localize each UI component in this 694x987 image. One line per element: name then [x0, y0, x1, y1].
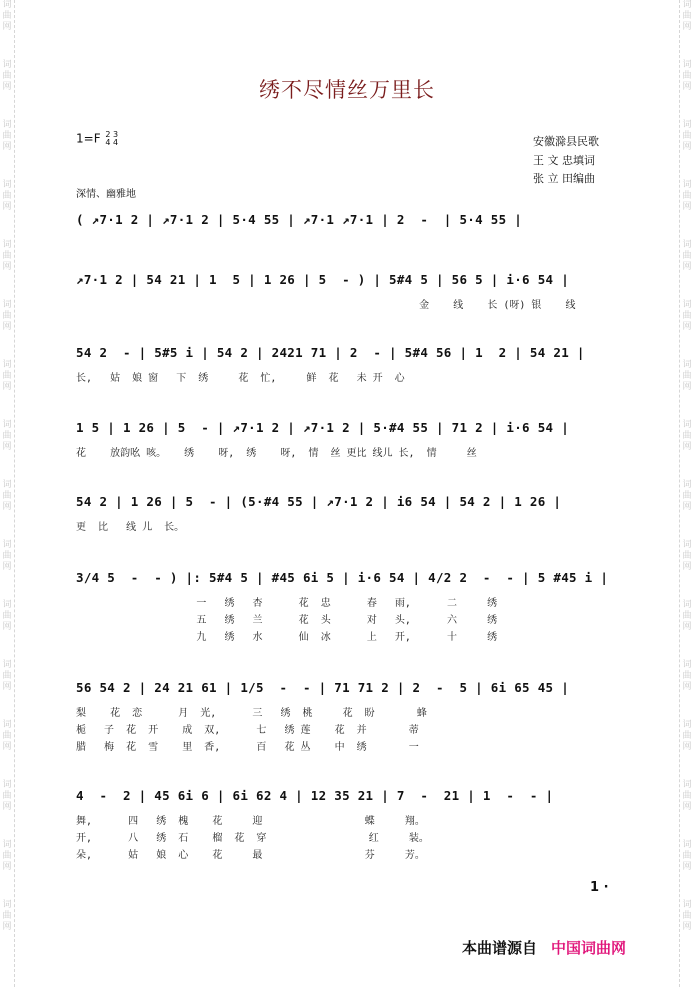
score-line: 1 5 | 1 26 | 5 - | ↗7·1 2 | ↗7·1 2 | 5·#4 55 | 71 2 | i·6 54 |: [76, 420, 570, 435]
credit-origin: 安徽滁县民歌: [533, 135, 599, 148]
meter-bottom: 4 4: [105, 138, 119, 147]
watermark-glyph: 词 曲 网: [682, 600, 692, 632]
watermark-glyph: 词 曲 网: [682, 240, 692, 272]
key-prefix: 1=F: [76, 131, 101, 146]
score-line: ↗7·1 2 | 54 21 | 1 5 | 1 26 | 5 - ) | 5#4 5 | 56 5 | i·6 54 |: [76, 272, 570, 287]
watermark-glyph: 词 曲 网: [682, 0, 692, 32]
score-line: ( ↗7·1 2 | ↗7·1 2 | 5·4 55 | ↗7·1 ↗7·1 | 2 - | 5·4 55 |: [76, 212, 523, 227]
watermark-glyph: 词 曲 网: [2, 840, 12, 872]
watermark-glyph: 词 曲 网: [2, 360, 12, 392]
song-title: 绣不尽情丝万里长: [259, 78, 435, 102]
lyric-line: 五 绣 兰 花 头 对 头, 六 绣: [76, 615, 498, 626]
lyric-line: 朵, 姑 娘 心 花 最 芬 芳。: [76, 850, 425, 861]
watermark-glyph: 词 曲 网: [682, 720, 692, 752]
key-signature: [76, 131, 118, 147]
lyric-line: 一 绣 杏 花 忠 春 雨, 二 绣: [76, 598, 498, 609]
watermark-glyph: 词 曲 网: [2, 900, 12, 932]
watermark-glyph: 词 曲 网: [2, 0, 12, 32]
score-line: 56 54 2 | 24 21 61 | 1/5 - - | 71 71 2 | 2 - 5 | 6i 65 45 |: [76, 680, 570, 695]
watermark-left: [0, 0, 15, 987]
lyric-line: 花 放韵吆 咳。 绣 呀, 绣 呀, 情 丝 更比 线儿 长, 情 丝: [76, 448, 477, 459]
watermark-glyph: 词 曲 网: [2, 660, 12, 692]
lyric-line: 舞, 四 绣 槐 花 迎 蝶 翔。: [76, 816, 425, 827]
watermark-glyph: 词 曲 网: [682, 360, 692, 392]
watermark-right: [679, 0, 694, 987]
lyric-line: 长, 姑 娘 窗 下 绣 花 忙, 鲜 花 未 开 心: [76, 373, 405, 384]
lyric-line: 开, 八 绣 石 榴 花 穿 红 装。: [76, 833, 429, 844]
lyric-line: 更 比 线 儿 长。: [76, 522, 185, 533]
watermark-glyph: 词 曲 网: [2, 780, 12, 812]
page-number: 1 ·: [590, 880, 609, 895]
watermark-glyph: 词 曲 网: [682, 300, 692, 332]
watermark-glyph: 词 曲 网: [2, 420, 12, 452]
credit-arranger: 张 立 田编曲: [533, 172, 595, 185]
watermark-glyph: 词 曲 网: [2, 180, 12, 212]
watermark-glyph: 词 曲 网: [2, 720, 12, 752]
source-brand[interactable]: 中国词曲网: [551, 939, 627, 957]
tempo-marking: 深情、幽雅地: [76, 189, 136, 200]
watermark-glyph: 词 曲 网: [2, 300, 12, 332]
meter-top: 2 3: [105, 130, 119, 139]
score-line: 3/4 5 - - ) |: 5#4 5 | #45 6i 5 | i·6 54 | 4/2 2 - - | 5 #45 i |: [76, 570, 609, 585]
lyric-line: 金 线 长 (呀) 银 线: [76, 300, 576, 311]
score-line: 54 2 | 1 26 | 5 - | (5·#4 55 | ↗7·1 2 | i6 54 | 54 2 | 1 26 |: [76, 494, 562, 509]
watermark-glyph: 词 曲 网: [682, 540, 692, 572]
meter-fraction: [105, 131, 118, 147]
score-line: 4 - 2 | 45 6i 6 | 6i 62 4 | 12 35 21 | 7 - 21 | 1 - - |: [76, 788, 554, 803]
watermark-glyph: 词 曲 网: [2, 240, 12, 272]
watermark-glyph: 词 曲 网: [682, 780, 692, 812]
watermark-glyph: 词 曲 网: [682, 660, 692, 692]
credit-lyricist: 王 文 忠填词: [533, 154, 595, 167]
watermark-glyph: 词 曲 网: [682, 900, 692, 932]
watermark-glyph: 词 曲 网: [682, 120, 692, 152]
watermark-glyph: 词 曲 网: [2, 540, 12, 572]
watermark-glyph: 词 曲 网: [2, 60, 12, 92]
watermark-glyph: 词 曲 网: [682, 480, 692, 512]
watermark-glyph: 词 曲 网: [682, 60, 692, 92]
watermark-glyph: 词 曲 网: [682, 180, 692, 212]
watermark-glyph: 词 曲 网: [682, 420, 692, 452]
source-label: 本曲谱源自: [462, 939, 538, 957]
lyric-line: 九 绣 水 仙 冰 上 开, 十 绣: [76, 632, 498, 643]
lyric-line: 梨 花 恋 月 光, 三 绣 桃 花 盼 蜂: [76, 708, 427, 719]
watermark-glyph: 词 曲 网: [682, 840, 692, 872]
lyric-line: 栀 子 花 开 成 双, 七 绣 莲 花 并 蒂: [76, 725, 419, 736]
watermark-glyph: 词 曲 网: [2, 600, 12, 632]
lyric-line: 腊 梅 花 雪 里 香, 百 花 丛 中 绣 一: [76, 742, 419, 753]
score-line: 54 2 - | 5#5 i | 54 2 | 2421 71 | 2 - | 5#4 56 | 1 2 | 54 21 |: [76, 345, 585, 360]
source-footer: [462, 937, 626, 958]
watermark-glyph: 词 曲 网: [2, 120, 12, 152]
watermark-glyph: 词 曲 网: [2, 480, 12, 512]
